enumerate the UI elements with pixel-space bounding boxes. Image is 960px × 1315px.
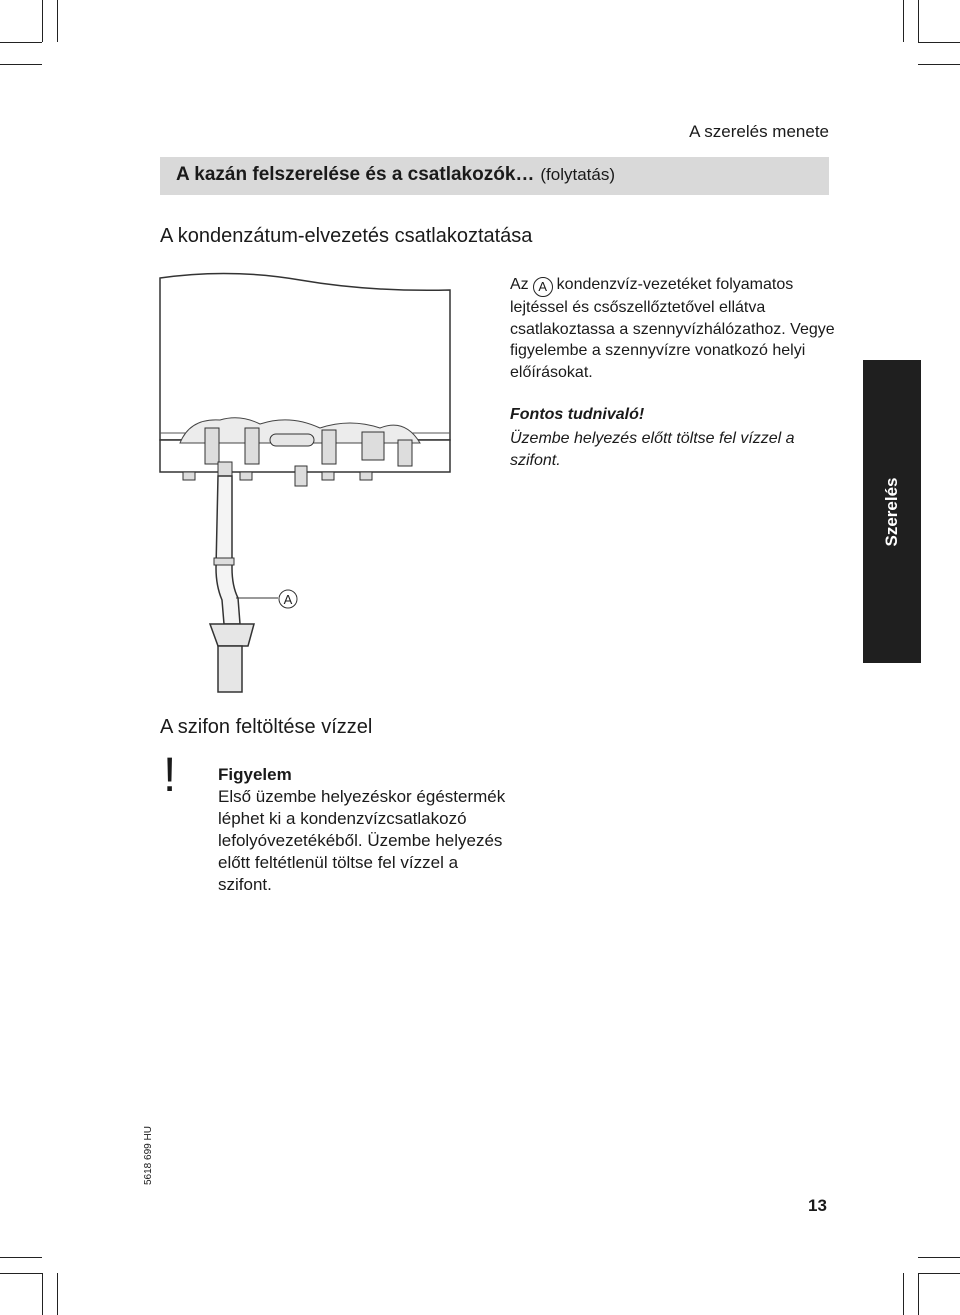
condensate-hose	[216, 476, 240, 624]
instruction-paragraph	[510, 274, 840, 383]
crop-mark	[903, 1273, 904, 1315]
para-rest: lejtéssel és csőszellőztetővel ellátva csatlakoztassa a szennyvízhálózathoz. Vegye figyelembe a szennyvízre vonatkozó helyi előírásokat.	[510, 299, 835, 381]
note-text: Üzembe helyezés előtt töltse fel vízzel a szifont.	[510, 430, 795, 469]
crop-mark	[57, 1273, 58, 1315]
crop-mark	[0, 1273, 42, 1274]
drain-pipe	[218, 646, 242, 692]
crop-mark	[918, 64, 960, 65]
crop-mark	[57, 0, 58, 42]
para-line1: kondenzvíz-vezetéket folyamatos	[556, 276, 794, 293]
para-prefix: Az	[510, 276, 529, 293]
side-tab-label: Szerelés	[882, 477, 901, 546]
hose-fitting	[218, 462, 232, 476]
page-number: 13	[808, 1196, 827, 1215]
crop-mark	[918, 0, 919, 42]
callout-a-marker: A	[533, 277, 553, 297]
drain-funnel	[210, 624, 254, 646]
callout-a-label: A	[283, 592, 293, 607]
section-heading-siphon: A szifon feltöltése vízzel	[160, 716, 373, 738]
title-continuation: (folytatás)	[540, 165, 616, 184]
warning-icon: !	[163, 749, 177, 802]
crop-mark	[918, 1273, 960, 1274]
crop-mark	[42, 1273, 43, 1315]
crop-mark	[42, 0, 43, 42]
warning-text: Első üzembe helyezéskor égéstermék léphet ki a kondenzvízcsatlakozó lefolyóvezetékéből. Üzembe helyezés előtt feltétlenül töltse fel vízzel a szifont.	[218, 787, 506, 894]
title-bar	[160, 157, 829, 195]
side-tab	[863, 360, 921, 663]
section-label: A szerelés menete	[689, 122, 829, 141]
crop-mark	[918, 1257, 960, 1258]
warning-title: Figyelem	[218, 765, 292, 784]
crop-mark	[0, 42, 42, 43]
crop-mark	[918, 1273, 919, 1315]
crop-mark	[918, 42, 960, 43]
boiler-casing	[160, 273, 450, 440]
crop-mark	[903, 0, 904, 42]
section-heading-condensate: A kondenzátum-elvezetés csatlakoztatása	[160, 225, 533, 247]
page-title: A kazán felszerelése és a csatlakozók…	[176, 164, 535, 185]
boiler-condensate-figure	[150, 268, 455, 698]
note-title: Fontos tudnivaló!	[510, 406, 645, 423]
document-code: 5618 699 HU	[143, 1126, 154, 1185]
crop-mark	[0, 64, 42, 65]
crop-mark	[0, 1257, 42, 1258]
